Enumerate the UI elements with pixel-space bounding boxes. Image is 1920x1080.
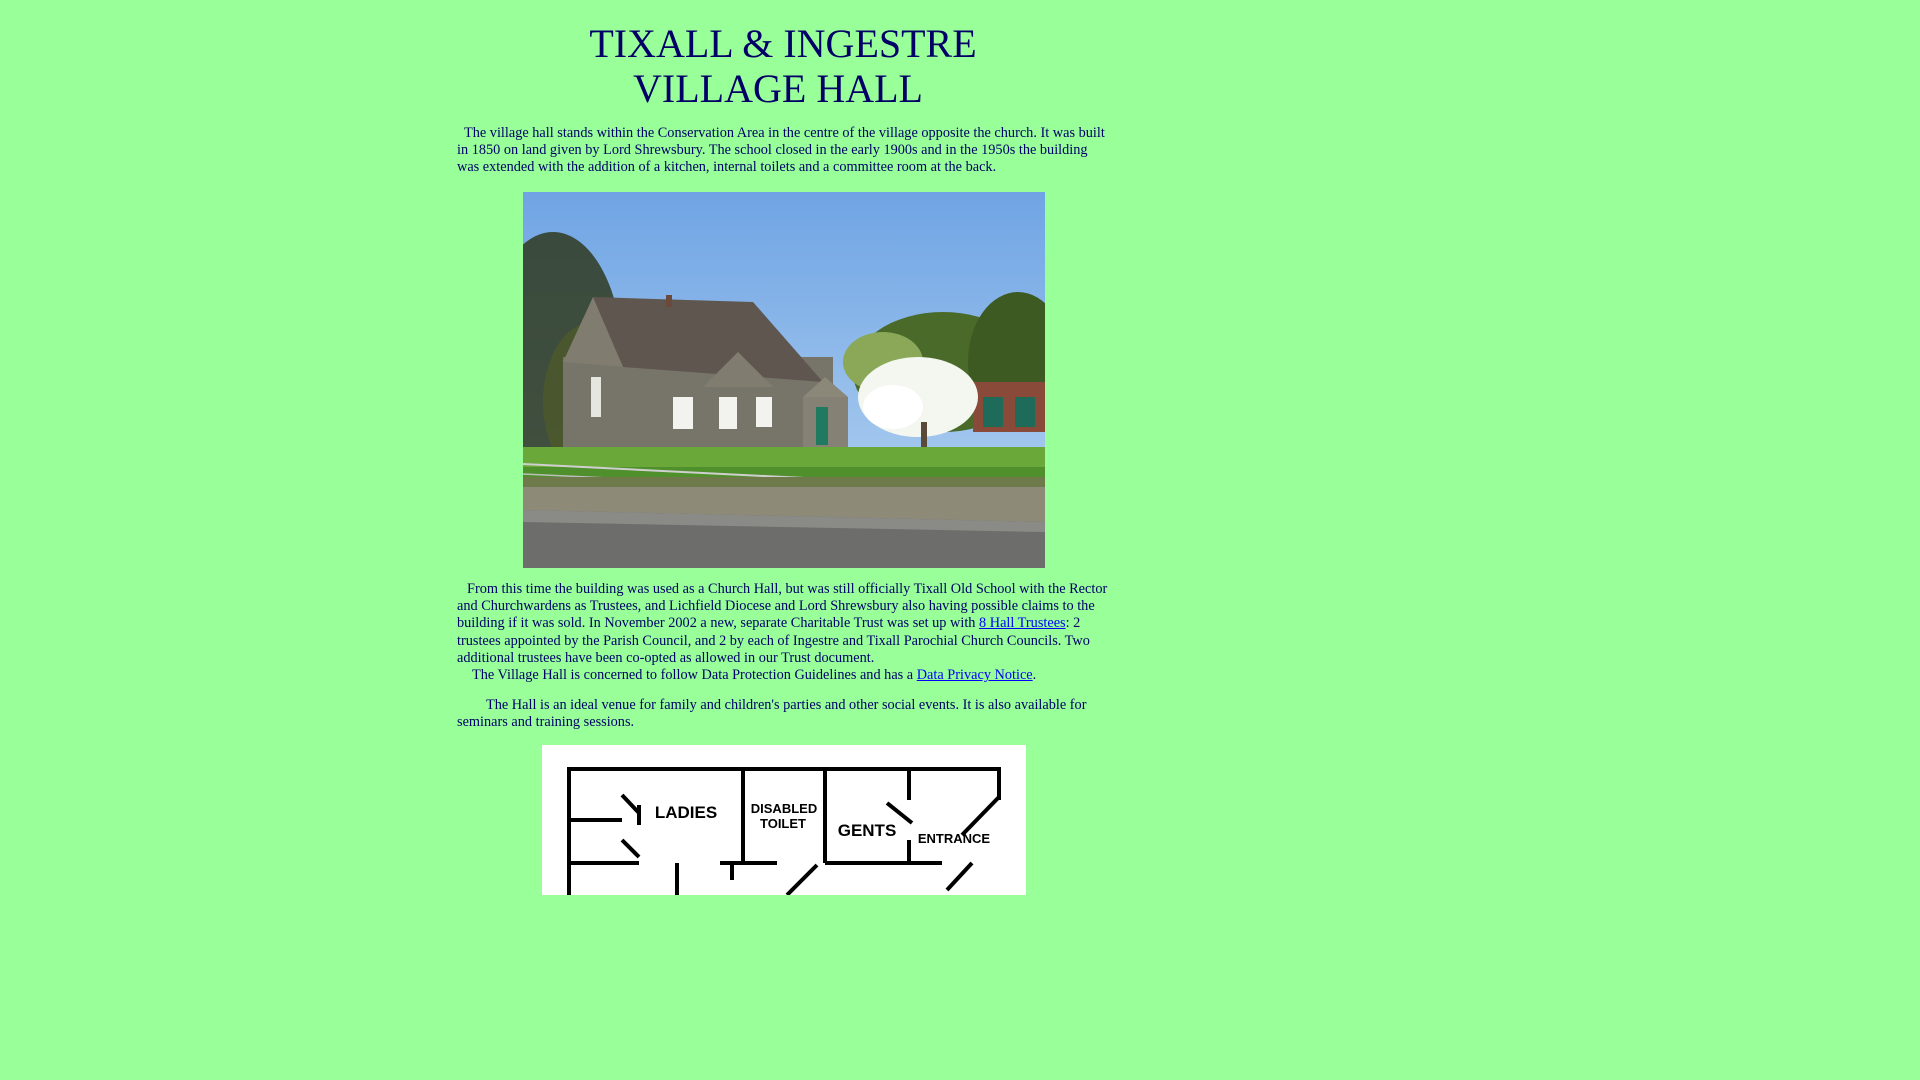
intro-paragraph: The village hall stands within the Conservation Area in the centre of the village opposite the church. It was built in 1850 on land given by Lord Shrewsbury. The school closed in the early 1900s and in the 1950s the building was extended with the addition of a kitchen, internal toilets and a committee room at the back.	[457, 125, 1105, 176]
privacy-paragraph	[457, 667, 1113, 684]
plan-label-disabled: DISABLED	[750, 801, 818, 816]
plan-label-toilet: TOILET	[760, 816, 806, 831]
hall-trustees-link[interactable]: 8 Hall Trustees	[979, 615, 1066, 632]
village-hall-photo	[523, 192, 1045, 568]
village-hall-photo-svg	[523, 192, 1045, 568]
privacy-period: .	[1032, 667, 1037, 683]
venue-paragraph: The Hall is an ideal venue for family and children's parties and other social events. It is also available for seminars and training sessions.	[457, 697, 1087, 731]
plan-label-ladies: LADIES	[654, 803, 718, 822]
floor-plan	[542, 745, 1026, 895]
history-paragraph	[457, 581, 1113, 667]
history-text-end: : 2 trustees appointed by the Parish Council, and 2 by each of Ingestre and Tixall Parochial Church Councils. Two additional trustees have been co-opted as allowed in our Trust document.	[457, 615, 1090, 666]
floor-plan-svg	[542, 745, 1026, 895]
privacy-text: The Village Hall is concerned to follow Data Protection Guidelines and has a	[472, 667, 917, 683]
history-text-start: From this time the building was used as a Church Hall, but was still officially Tixall Old School with the Rector and Churchwardens as Trustees, and Lichfield Diocese and Lord Shrewsbury also having possible claims to the building if it was sold. In November 2002 a new, separate Charitable Trust was set up with	[457, 581, 1108, 632]
page-title-line2: VILLAGE HALL	[633, 66, 923, 111]
page-title-line1: TIXALL & INGESTRE	[589, 21, 977, 66]
plan-label-entrance: ENTRANCE	[917, 831, 991, 846]
plan-label-gents: GENTS	[837, 821, 897, 840]
data-privacy-notice-link[interactable]: Data Privacy Notice	[916, 667, 1033, 683]
